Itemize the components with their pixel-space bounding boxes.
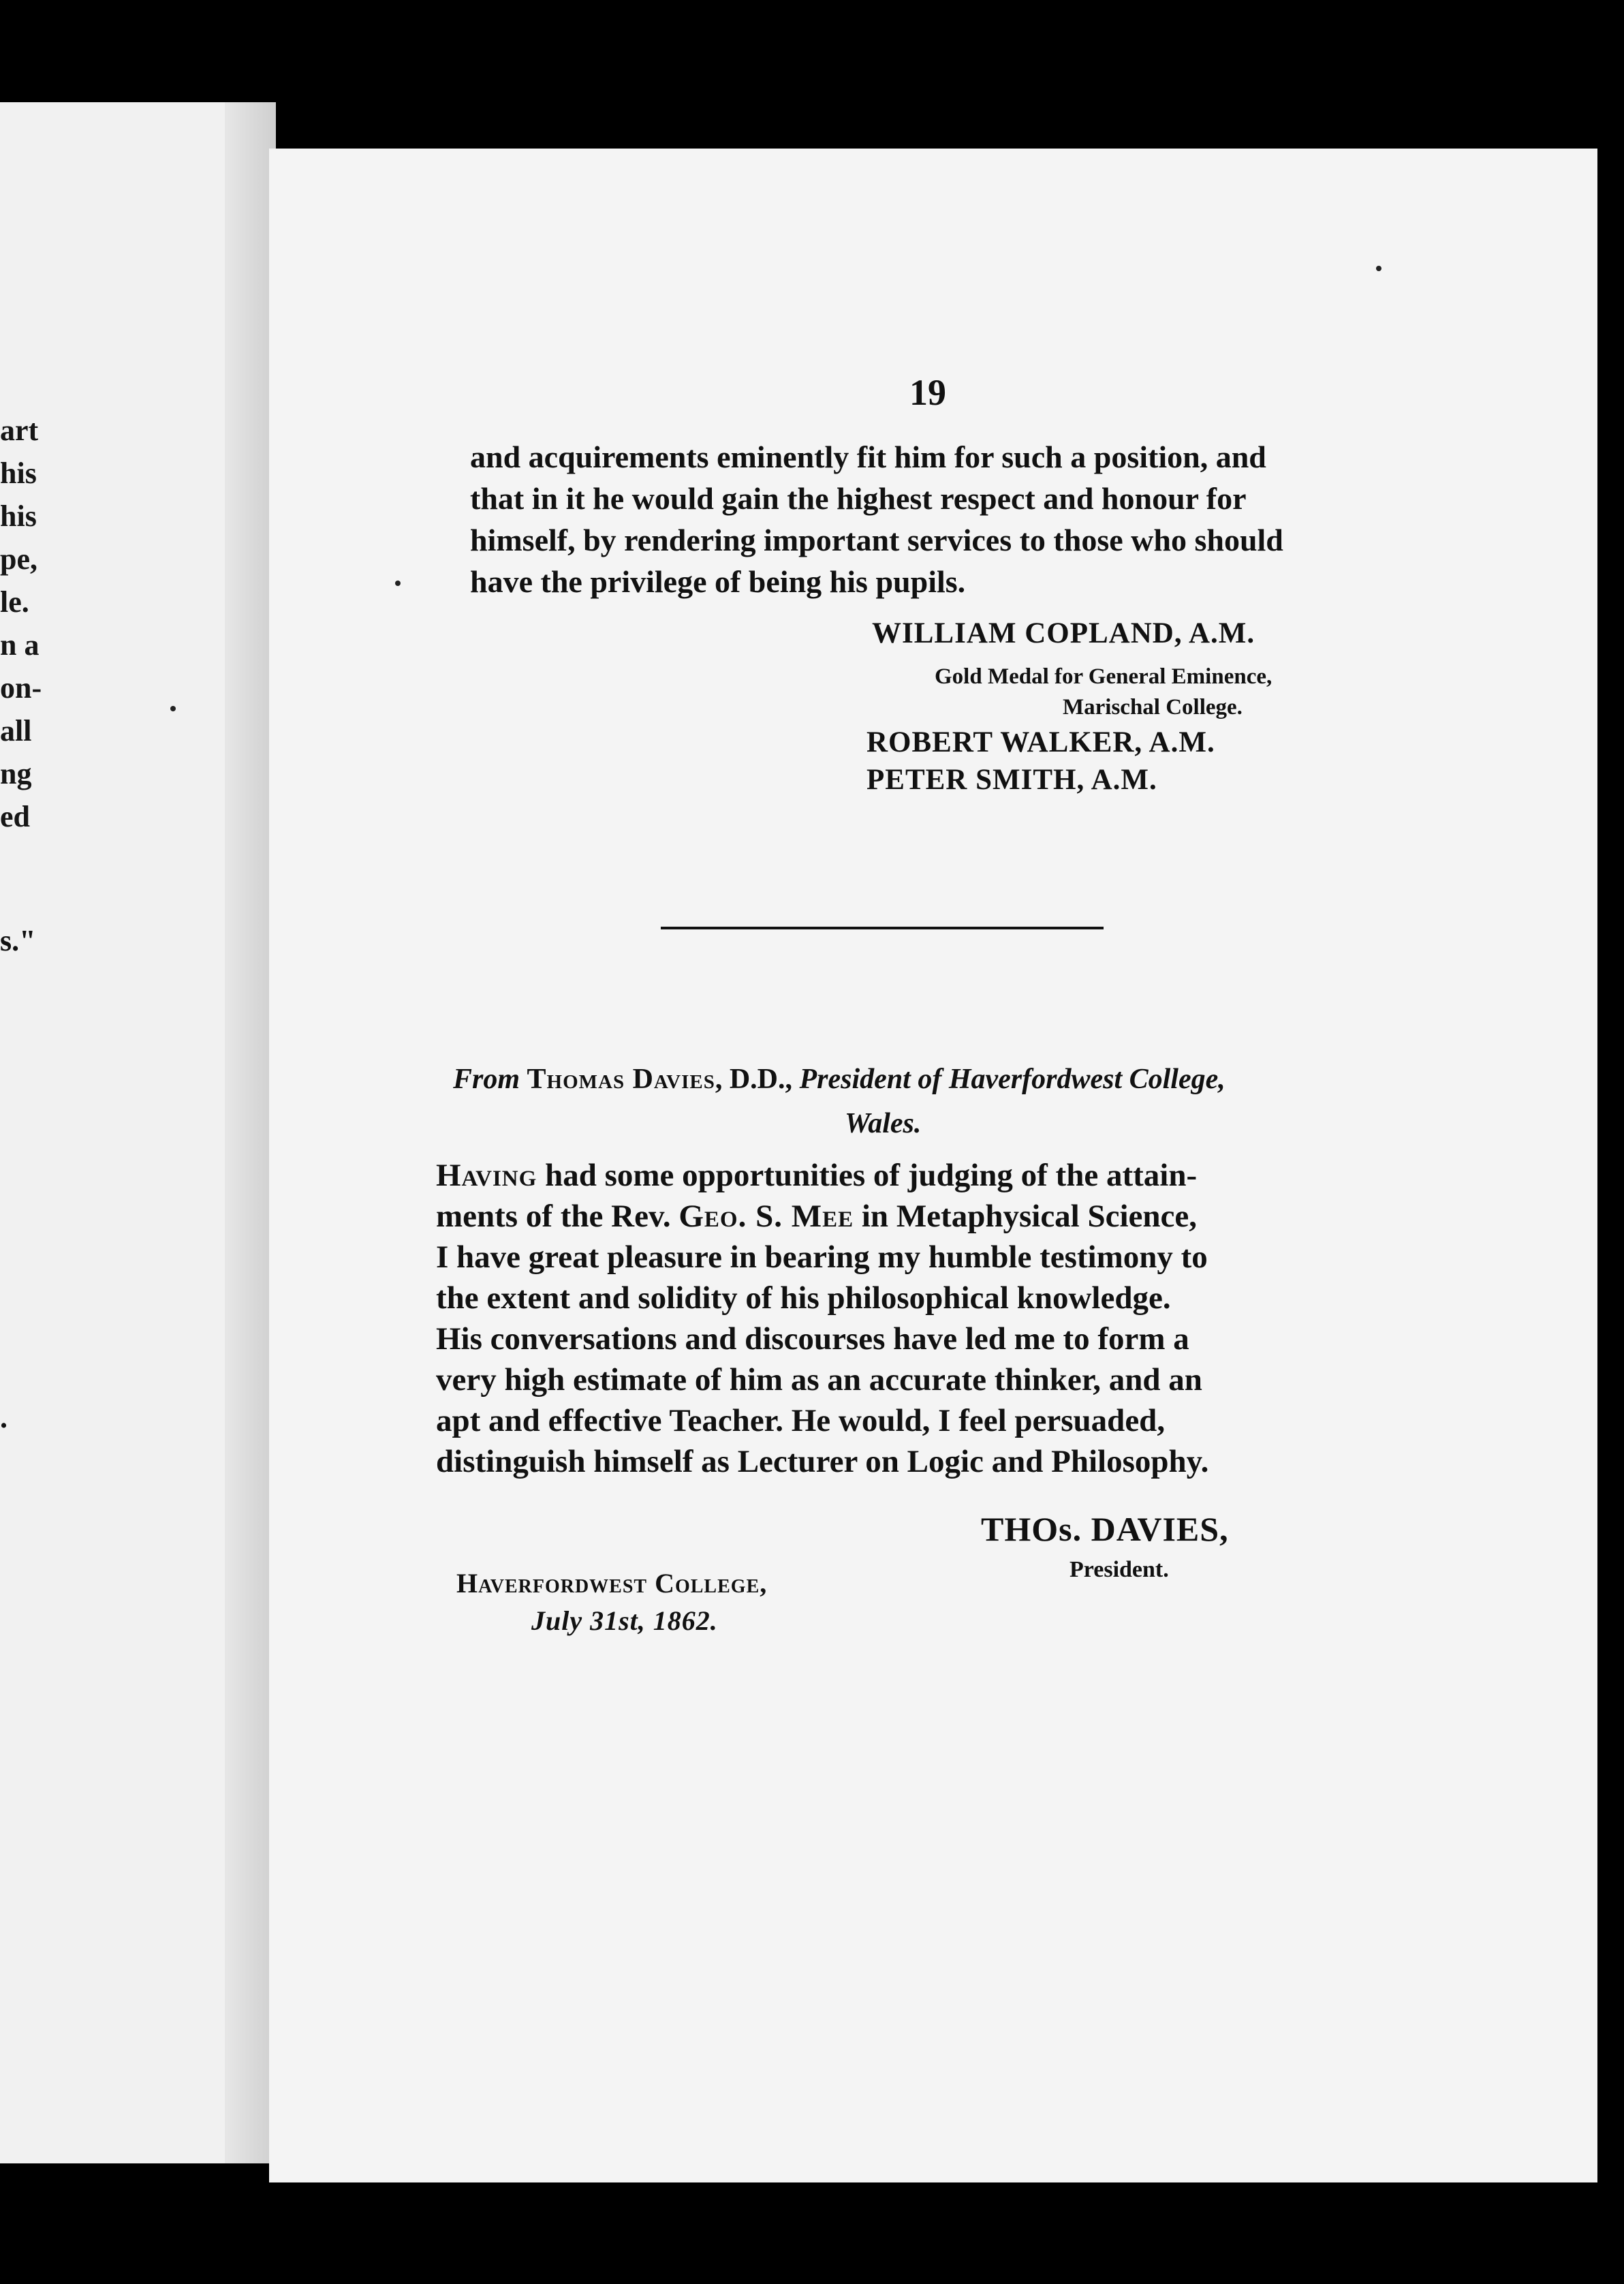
section-divider	[661, 927, 1104, 929]
text-line: very high estimate of him as an accurate thinker, and an	[436, 1362, 1202, 1398]
text-line: I have great pleasure in bearing my humble testimony to	[436, 1239, 1208, 1275]
fragment-line: his	[0, 457, 37, 490]
book-gutter	[225, 102, 276, 2163]
heading-title-line2: Wales.	[845, 1108, 922, 1139]
signature-note: Marischal College.	[1063, 695, 1243, 720]
testimonial-date: July 31st, 1862.	[531, 1605, 718, 1636]
signature-name: PETER SMITH, A.M.	[866, 764, 1157, 796]
left-page-text-fragments	[0, 409, 48, 838]
stray-mark	[395, 581, 401, 586]
text-line: the extent and solidity of his philosophical knowledge.	[436, 1280, 1171, 1316]
fragment-line: art	[0, 414, 39, 447]
text-line	[436, 1155, 1308, 1196]
fragment-line: on-	[0, 671, 42, 705]
opening-word: Having	[436, 1158, 537, 1193]
text-line: himself, by rendering important services to those who should	[470, 523, 1283, 557]
left-quote-fragment: s."	[0, 924, 36, 957]
subject-name: Geo. S. Mee	[678, 1199, 854, 1234]
stray-mark	[170, 706, 176, 711]
fragment-line: pe,	[0, 542, 37, 576]
fragment-line: all	[0, 714, 32, 747]
fragment-line: le.	[0, 585, 29, 619]
heading-degree: , D.D.,	[715, 1064, 793, 1095]
line-text: in Metaphysical Science,	[854, 1199, 1198, 1234]
fragment-line: n a	[0, 628, 40, 662]
testimonial-signature-title: President.	[1069, 1557, 1169, 1582]
heading-title: President of Haverfordwest College,	[799, 1064, 1225, 1095]
signature-name: WILLIAM COPLAND, A.M.	[872, 617, 1255, 649]
testimonial-place: Haverfordwest College,	[456, 1568, 768, 1599]
text-line: His conversations and discourses have led me to form a	[436, 1321, 1189, 1357]
testimonial-signature-name: THOs. DAVIES,	[981, 1510, 1229, 1548]
fragment-line: ed	[0, 800, 30, 833]
text-line: and acquirements eminently fit him for such a position, and	[470, 439, 1266, 474]
testimonial-heading-line2	[845, 1107, 921, 1140]
text-line: have the privilege of being his pupils.	[470, 564, 966, 599]
stray-mark	[1376, 266, 1381, 271]
testimonial-body	[436, 1155, 1308, 1482]
text-line: apt and effective Teacher. He would, I feel persuaded,	[436, 1403, 1166, 1438]
line-text: ments of the Rev.	[436, 1199, 679, 1234]
page-number: 19	[909, 372, 946, 413]
signature-note: Gold Medal for General Eminence,	[935, 664, 1272, 689]
heading-author-name: Thomas Davies	[527, 1064, 715, 1095]
fragment-line: his	[0, 499, 37, 533]
testimonial-heading	[453, 1063, 1225, 1096]
text-line: that in it he would gain the highest respect and honour for	[470, 481, 1247, 516]
line-text: had some opportunities of judging of the attain-	[537, 1158, 1198, 1193]
fragment-line: ng	[0, 757, 32, 790]
continuation-paragraph	[470, 436, 1345, 602]
left-lone-mark: .	[0, 1401, 7, 1434]
text-line	[436, 1196, 1308, 1237]
text-line: distinguish himself as Lecturer on Logic and Philosophy.	[436, 1444, 1209, 1479]
heading-prefix: From	[453, 1064, 520, 1095]
signature-name: ROBERT WALKER, A.M.	[866, 726, 1215, 758]
